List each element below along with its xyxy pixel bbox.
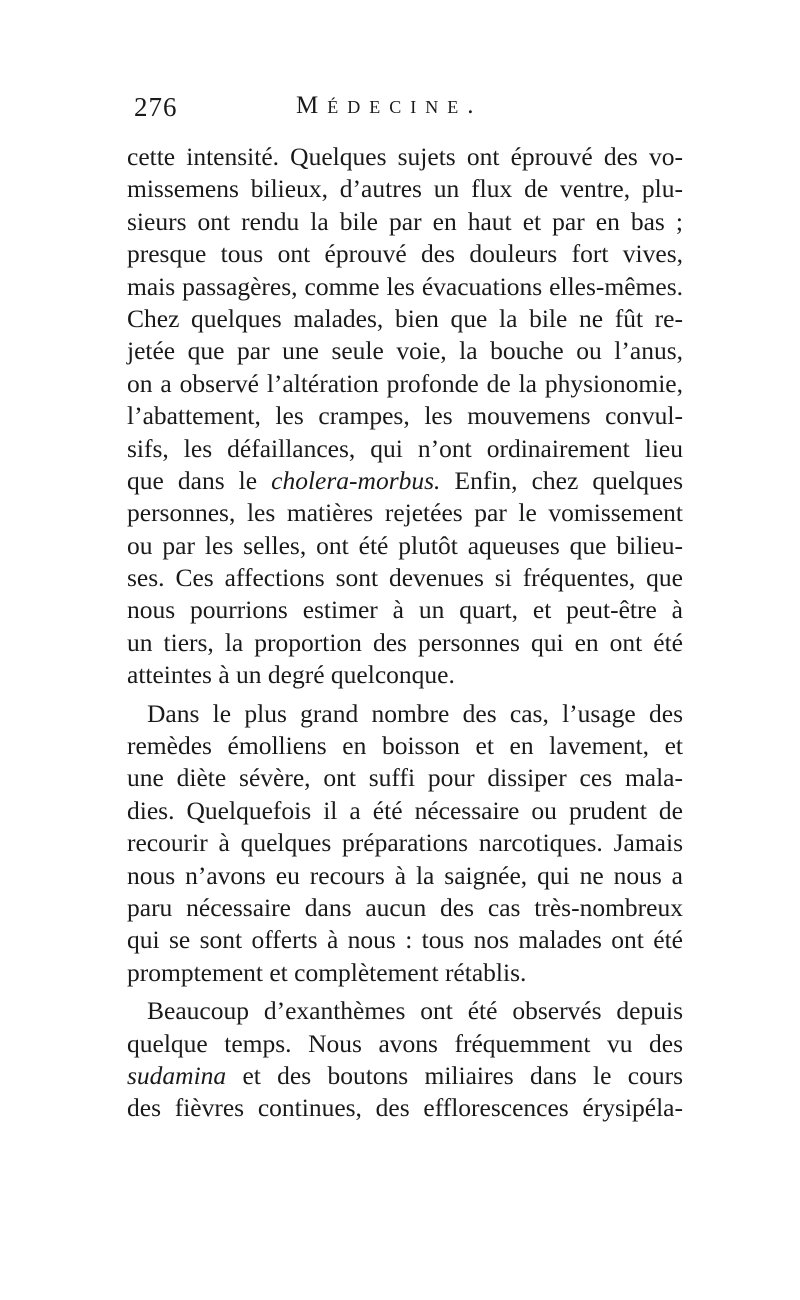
- text-line: cette intensité. Quelques sujets ont éprouvé des vo-: [127, 142, 683, 171]
- text-line: l’abattement, les crampes, les mouvemens convul-: [127, 401, 683, 431]
- text-line: quelque temps. Nous avons fréquemment vu des: [127, 1028, 683, 1058]
- text-run: que dans le: [127, 465, 272, 495]
- page-number: 276: [134, 92, 178, 122]
- text-line: paru nécessaire dans aucun des cas très-nombreux: [127, 892, 683, 922]
- text-line: ses. Ces affections sont devenues si fréquentes, que: [127, 563, 683, 593]
- text-line: sieurs ont rendu la bile par en haut et par en bas ;: [127, 206, 683, 236]
- text-line: personnes, les matières rejetées par le vomissement: [127, 498, 683, 528]
- body-text: [127, 141, 683, 1125]
- page-header: [128, 88, 688, 128]
- text-line: qui se sont offerts à nous : tous nos malades ont été: [127, 925, 683, 955]
- text-line: un tiers, la proportion des personnes qui en ont été: [127, 627, 683, 657]
- text-line: jetée que par une seule voie, la bouche ou l’anus,: [127, 336, 683, 366]
- text-line: Beaucoup d’exanthèmes ont été observés depuis: [147, 996, 683, 1026]
- text-line: [127, 465, 683, 497]
- text-line: Chez quelques malades, bien que la bile ne fût re-: [127, 303, 683, 333]
- italic-term: sudamina: [127, 1060, 227, 1090]
- text-line: presque tous ont éprouvé des douleurs fort vives,: [127, 239, 683, 269]
- text-line: atteintes à un degré quelconque.: [127, 660, 455, 690]
- text-line: promptement et complètement rétablis.: [127, 957, 527, 987]
- text-line: [127, 1060, 683, 1092]
- text-line: remèdes émolliens en boisson et en lavement, et: [127, 731, 683, 761]
- paragraph: [127, 995, 683, 1125]
- text-line: missemens bilieux, d’autres un flux de ventre, plu-: [127, 174, 683, 204]
- text-line: recourir à quelques préparations narcotiques. Jamais: [127, 828, 683, 858]
- text-line: une diète sévère, ont suffi pour dissiper ces mala-: [127, 763, 683, 793]
- text-line: des fièvres continues, des efflorescences érysipéla-: [127, 1093, 683, 1123]
- text-line: dies. Quelquefois il a été nécessaire ou prudent de: [127, 795, 683, 825]
- text-line: sifs, les défaillances, qui n’ont ordinairement lieu: [127, 433, 683, 463]
- text-line: Dans le plus grand nombre des cas, l’usage des: [147, 698, 683, 728]
- running-title: Médecine.: [296, 92, 483, 119]
- paragraph: [127, 698, 683, 990]
- text-line: nous pourrions estimer à un quart, et peut-être à: [127, 595, 683, 625]
- paragraph: [127, 141, 683, 692]
- text-line: ou par les selles, ont été plutôt aqueuses que bilieu-: [127, 530, 683, 560]
- text-line: mais passagères, comme les évacuations elles-mêmes.: [127, 271, 683, 301]
- text-line: nous n’avons eu recours à la saignée, qui ne nous a: [127, 860, 683, 890]
- text-run: Enfin, chez quelques: [440, 465, 683, 495]
- text-run: et des boutons miliaires dans le cours: [226, 1060, 683, 1090]
- text-line: on a observé l’altération profonde de la physionomie,: [127, 368, 683, 398]
- italic-term: cholera-morbus.: [271, 465, 441, 495]
